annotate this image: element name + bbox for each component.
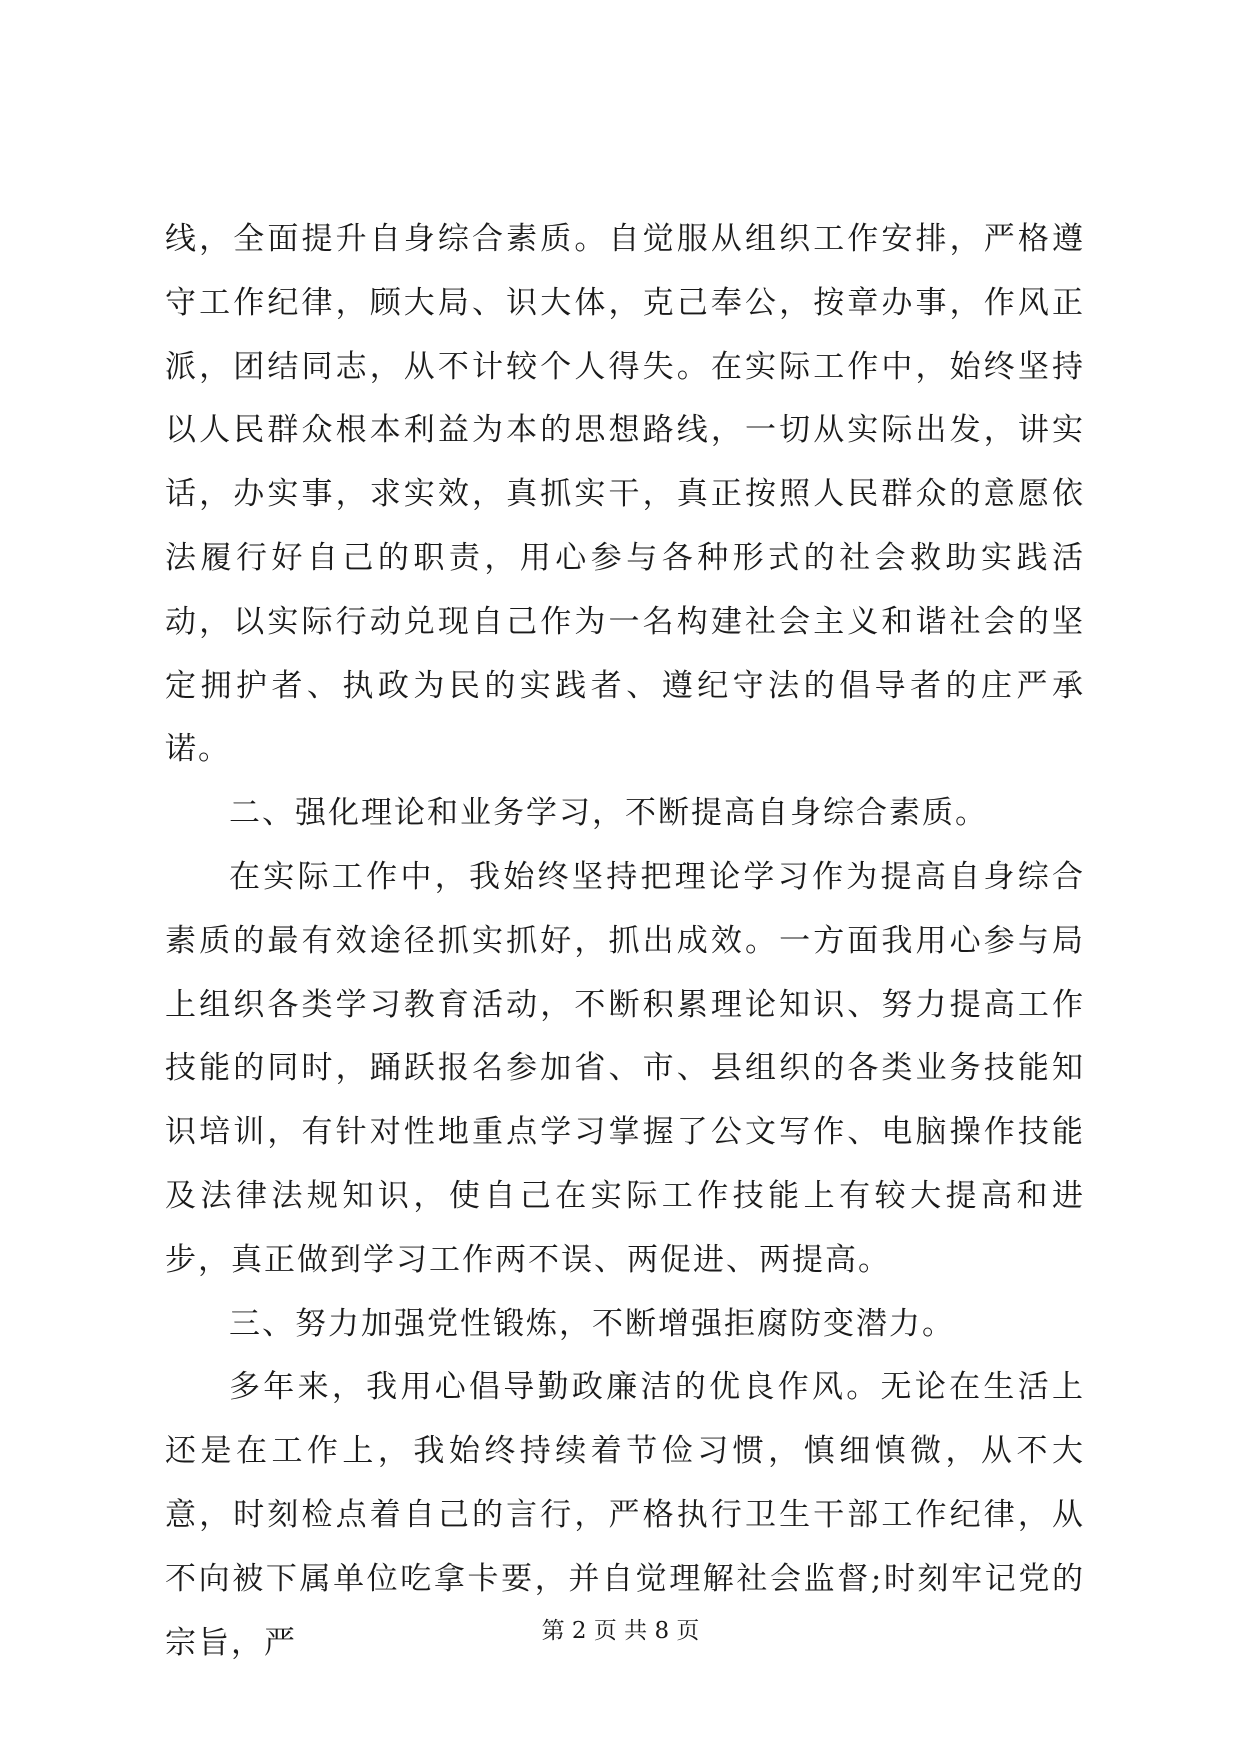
paragraph-2: 在实际工作中，我始终坚持把理论学习作为提高自身综合素质的最有效途径抓实抓好，抓出成效。一方面我用心参与局上组织各类学习教育活动，不断积累理论知识、努力提高工作技能的同时，踊跃报名参加省、市、县组织的各类业务技能知识培训，有针对性地重点学习掌握了公文写作、电脑操作技能及法律法规知识，使自己在实际工作技能上有较大提高和进步，真正做到学习工作两不误、两促进、两提高。 <box>165 858 1085 1278</box>
page-footer <box>0 1612 1241 1645</box>
paragraph-3: 多年来，我用心倡导勤政廉洁的优良作风。无论在生活上还是在工作上，我始终持续着节俭习惯，慎细慎微，从不大意，时刻检点着自己的言行，严格执行卫生干部工作纪律，从不向被下属单位吃拿卡要，并自觉理解社会监督;时刻牢记党的宗旨，严 <box>165 1369 1085 1661</box>
paragraph-1: 线，全面提升自身综合素质。自觉服从组织工作安排，严格遵守工作纪律，顾大局、识大体，克己奉公，按章办事，作风正派，团结同志，从不计较个人得失。在实际工作中，始终坚持以人民群众根本利益为本的思想路线，一切从实际出发，讲实话，办实事，求实效，真抓实干，真正按照人民群众的意愿依法履行好自己的职责，用心参与各种形式的社会救助实践活动，以实际行动兑现自己作为一名构建社会主义和谐社会的坚定拥护者、执政为民的实践者、遵纪守法的倡导者的庄严承诺。 <box>165 221 1085 768</box>
page-number: 第 2 页 共 8 页 <box>541 1618 700 1644</box>
section-heading-2: 二、强化理论和业务学习，不断提高自身综合素质。 <box>229 795 988 832</box>
section-heading-3: 三、努力加强党性锻炼，不断增强拒腐防变潜力。 <box>229 1305 955 1342</box>
body-text <box>165 208 1085 1675</box>
